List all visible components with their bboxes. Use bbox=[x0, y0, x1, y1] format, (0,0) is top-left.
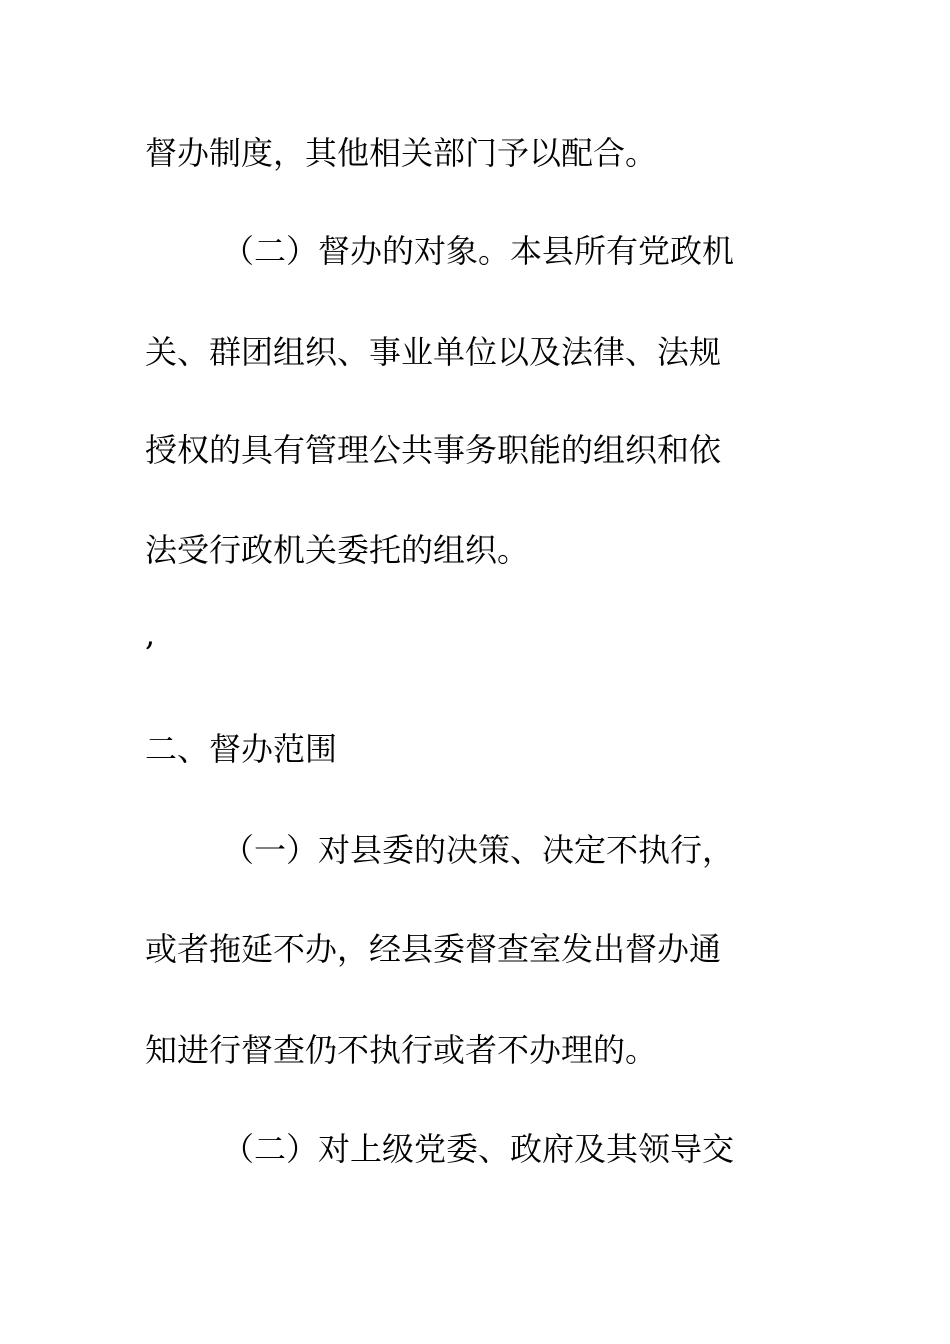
paragraph-line: 关、群团组织、事业单位以及法律、法规 bbox=[145, 333, 722, 371]
paragraph-line: 授权的具有管理公共事务职能的组织和依 bbox=[145, 431, 722, 469]
paragraph-line: （二）督办的对象。本县所有党政机 bbox=[222, 232, 735, 270]
paragraph-line: （一）对县委的决策、决定不执行， bbox=[222, 831, 735, 869]
paragraph-line: 或者拖延不办，经县委督查室发出督办通 bbox=[145, 930, 722, 968]
stray-comma: , bbox=[145, 615, 156, 653]
paragraph-line: （二）对上级党委、政府及其领导交 bbox=[222, 1130, 735, 1168]
paragraph-line: 知进行督查仍不执行或者不办理的。 bbox=[145, 1031, 658, 1069]
paragraph-line: 督办制度，其他相关部门予以配合。 bbox=[145, 134, 658, 172]
section-heading: 二、督办范围 bbox=[145, 730, 338, 768]
paragraph-line: 法受行政机关委托的组织。 bbox=[145, 531, 530, 569]
